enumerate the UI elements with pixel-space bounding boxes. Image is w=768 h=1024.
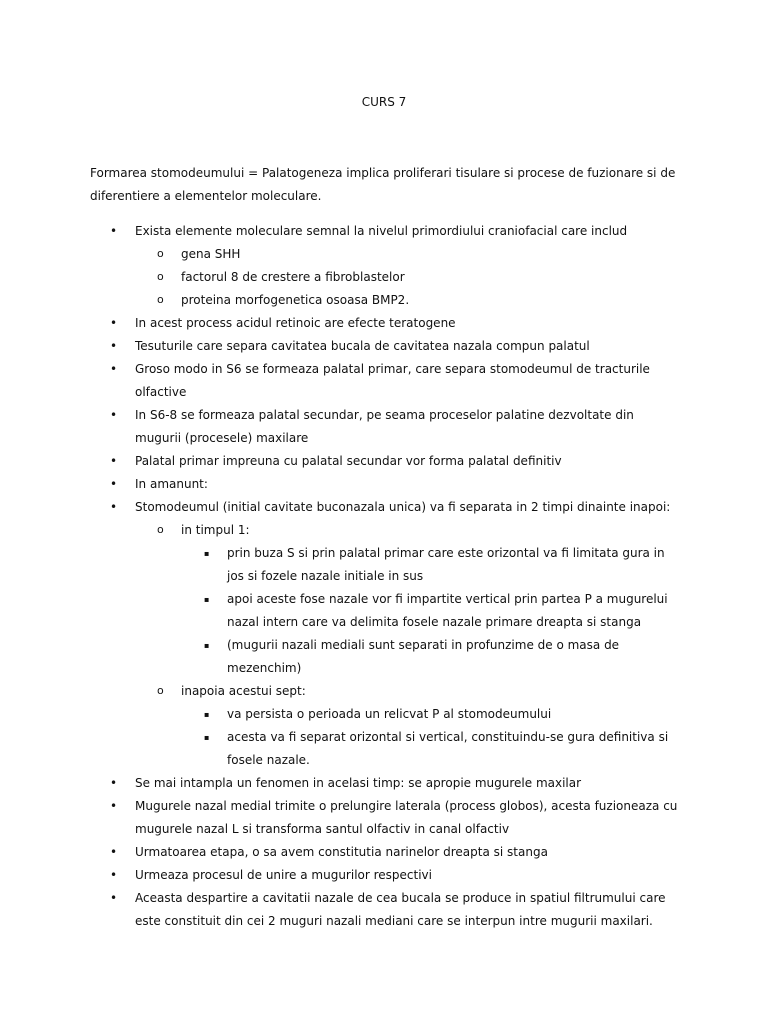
list-item-text: apoi aceste fose nazale vor fi impartite vertical prin partea P a mugurelui nazal intern care va delimita fosele nazale primare dreapta si stanga <box>227 592 668 629</box>
list-item <box>90 404 680 450</box>
sub-sub-list-item <box>181 542 680 588</box>
list-item-text: In S6-8 se formeaza palatal secundar, pe seama proceselor palatine dezvoltate din mugurii (procesele) maxilare <box>135 408 634 445</box>
bullet-marker: • <box>110 776 118 790</box>
list-item <box>90 841 680 864</box>
list-item-text: in timpul 1: <box>181 523 250 537</box>
list-item-text: Urmeaza procesul de unire a mugurilor respectivi <box>135 868 432 882</box>
sub-list-item <box>135 243 680 266</box>
list-item-text: Palatal primar impreuna cu palatal secundar vor forma palatal definitiv <box>135 454 562 468</box>
list-item-text: Mugurele nazal medial trimite o prelungire laterala (process globos), acesta fuzioneaza cu mugurele nazal L si transforma santul olfactiv in canal olfactiv <box>135 799 678 836</box>
bullet-marker: • <box>110 845 118 859</box>
list-item <box>90 864 680 887</box>
list-item-text: In amanunt: <box>135 477 208 491</box>
bullet-marker: • <box>110 477 118 491</box>
list-item-text: prin buza S si prin palatal primar care este orizontal va fi limitata gura in jos si fozele nazale initiale in sus <box>227 546 665 583</box>
sub-list-item <box>135 519 680 680</box>
sub-list <box>135 519 680 772</box>
list-item-text: Tesuturile care separa cavitatea bucala de cavitatea nazala compun palatul <box>135 339 590 353</box>
list-item-text: Urmatoarea etapa, o sa avem constitutia narinelor dreapta si stanga <box>135 845 548 859</box>
circle-marker: o <box>157 684 164 697</box>
sub-sub-list-item <box>181 588 680 634</box>
list-item <box>90 220 680 312</box>
list-item <box>90 312 680 335</box>
bullet-marker: • <box>110 408 118 422</box>
bullet-marker: • <box>110 362 118 376</box>
list-item-text: Groso modo in S6 se formeaza palatal primar, care separa stomodeumul de tracturile olfactive <box>135 362 650 399</box>
sub-sub-list <box>181 542 680 680</box>
bullet-marker: • <box>110 316 118 330</box>
list-item <box>90 450 680 473</box>
circle-marker: o <box>157 523 164 536</box>
list-item-text: inapoia acestui sept: <box>181 684 306 698</box>
list-item-text: Exista elemente moleculare semnal la nivelul primordiului craniofacial care includ <box>135 224 628 238</box>
bullet-marker: • <box>110 868 118 882</box>
list-item <box>90 473 680 496</box>
bullet-marker: • <box>110 799 118 813</box>
sub-sub-list-item <box>181 703 680 726</box>
list-item <box>90 496 680 772</box>
list-item-text: va persista o perioada un relicvat P al stomodeumului <box>227 707 552 721</box>
list-item-text: gena SHH <box>181 247 241 261</box>
intro-paragraph: Formarea stomodeumului = Palatogeneza implica proliferari tisulare si procese de fuzionare si de diferentiere a elementelor moleculare. <box>90 166 676 203</box>
circle-marker: o <box>157 247 164 260</box>
bullet-list <box>90 220 680 933</box>
list-item-text: In acest process acidul retinoic are efecte teratogene <box>135 316 456 330</box>
circle-marker: o <box>157 270 164 283</box>
bullet-marker: • <box>110 500 118 514</box>
list-item <box>90 887 680 933</box>
sub-sub-list-item <box>181 634 680 680</box>
square-marker: ▪ <box>204 733 210 742</box>
list-item-text: factorul 8 de crestere a fibroblastelor <box>181 270 405 284</box>
list-item-text: proteina morfogenetica osoasa BMP2. <box>181 293 410 307</box>
list-item <box>90 772 680 795</box>
square-marker: ▪ <box>204 641 210 650</box>
list-item <box>90 358 680 404</box>
sub-sub-list <box>181 703 680 772</box>
bullet-marker: • <box>110 339 118 353</box>
sub-list-item <box>135 680 680 772</box>
bullet-marker: • <box>110 224 118 238</box>
list-item <box>90 335 680 358</box>
square-marker: ▪ <box>204 595 210 604</box>
sub-list <box>135 243 680 312</box>
bullet-marker: • <box>110 891 118 905</box>
sub-list-item <box>135 289 680 312</box>
page-title: CURS 7 <box>361 95 407 109</box>
sub-list-item <box>135 266 680 289</box>
circle-marker: o <box>157 293 164 306</box>
list-item <box>90 795 680 841</box>
sub-sub-list-item <box>181 726 680 772</box>
list-item-text: acesta va fi separat orizontal si vertical, constituindu-se gura definitiva si fosele nazale. <box>227 730 669 767</box>
list-item-text: Se mai intampla un fenomen in acelasi timp: se apropie mugurele maxilar <box>135 776 582 790</box>
bullet-marker: • <box>110 454 118 468</box>
square-marker: ▪ <box>204 710 210 719</box>
list-item-text: Aceasta despartire a cavitatii nazale de cea bucala se produce in spatiul filtrumului care este constituit din cei 2 muguri nazali mediani care se interpun intre mugurii maxilari. <box>135 891 666 928</box>
list-item-text: Stomodeumul (initial cavitate buconazala unica) va fi separata in 2 timpi dinainte inapoi: <box>135 500 671 514</box>
list-item-text: (mugurii nazali mediali sunt separati in profunzime de o masa de mezenchim) <box>227 638 620 675</box>
square-marker: ▪ <box>204 549 210 558</box>
